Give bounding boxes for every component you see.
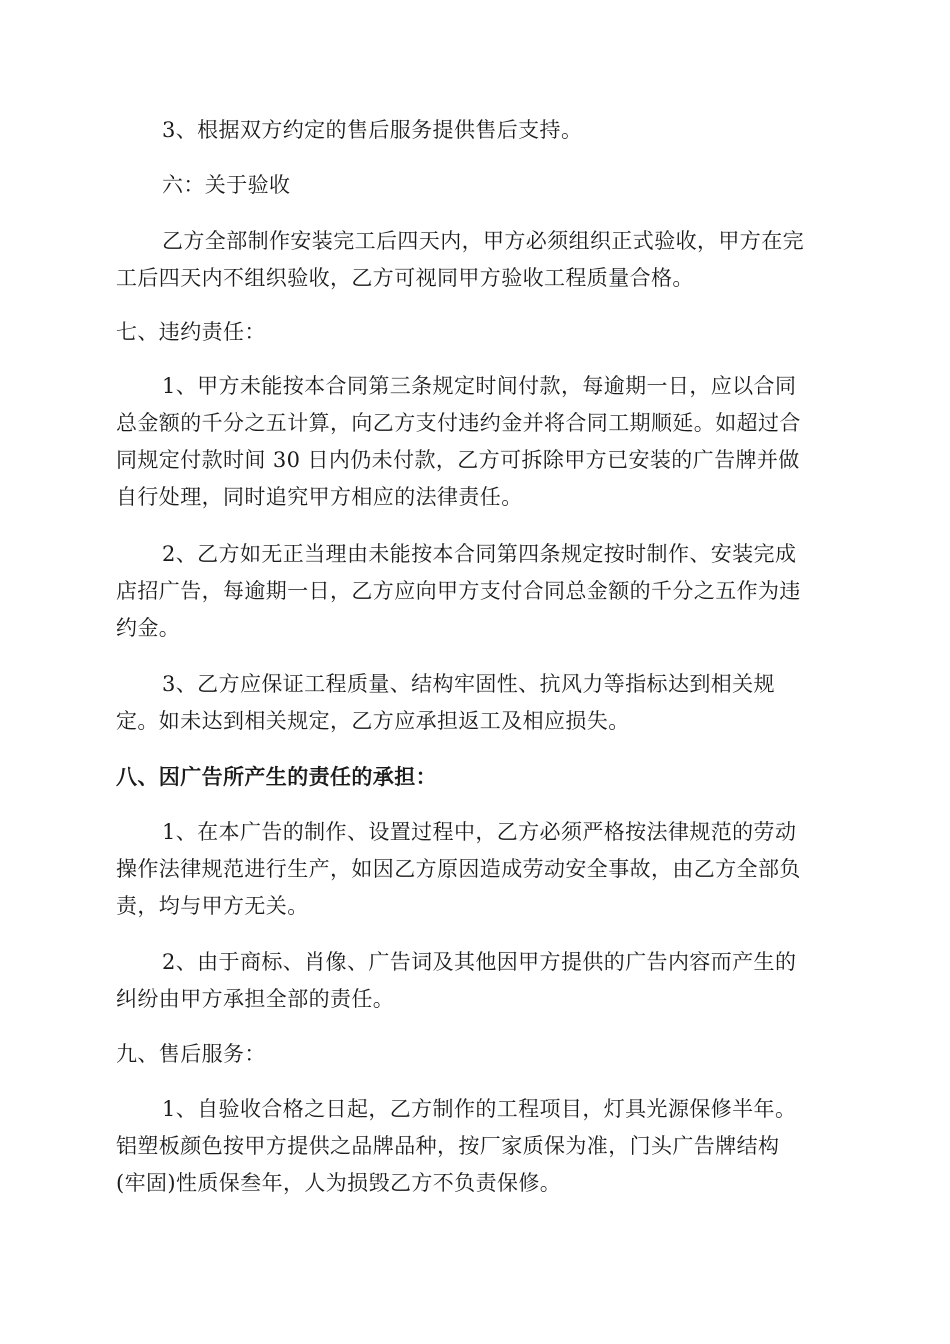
section-6-heading: 六：关于验收 [162,173,291,197]
section-7-item-1-line-1: 1、甲方未能按本合同第三条规定时间付款，每逾期一日，应以合同 [162,374,797,398]
section-7-item-3-line-2: 定。如未达到相关规定，乙方应承担返工及相应损失。 [116,709,630,733]
section-9-item-1-line-3: (牢固)性质保叁年，人为损毁乙方不负责保修。 [116,1171,562,1195]
section-7-item-2-line-1: 2、乙方如无正当理由未能按本合同第四条规定按时制作、安装完成 [162,542,797,566]
section-7-heading: 七、违约责任： [116,320,266,344]
section-9-item-1-line-1: 1、自验收合格之日起，乙方制作的工程项目，灯具光源保修半年。 [162,1097,797,1121]
section-7-item-3-line-1: 3、乙方应保证工程质量、结构牢固性、抗风力等指标达到相关规 [162,672,775,696]
section-7-item-1-line-3: 同规定付款时间 30 日内仍未付款，乙方可拆除甲方已安装的广告牌并做 [116,448,800,472]
section-7-item-1-line-2: 总金额的千分之五计算，向乙方支付违约金并将合同工期顺延。如超过合 [116,411,801,435]
section-8-item-1-line-3: 责，均与甲方无关。 [116,894,309,918]
section-9-item-1-line-2: 铝塑板颜色按甲方提供之品牌品种，按厂家质保为准，门头广告牌结构 [116,1134,780,1158]
section-7-item-2-line-3: 约金。 [116,616,181,640]
section-8-item-2-line-2: 纠纷由甲方承担全部的责任。 [116,987,395,1011]
section-8-heading: 八、因广告所产生的责任的承担： [116,764,437,789]
section-8-item-2-line-1: 2、由于商标、肖像、广告词及其他因甲方提供的广告内容而产生的 [162,950,797,974]
section-9-heading: 九、售后服务： [116,1042,266,1066]
section-7-item-1-line-4: 自行处理，同时追究甲方相应的法律责任。 [116,485,523,509]
section-6-body-line-1: 乙方全部制作安装完工后四天内，甲方必须组织正式验收，甲方在完 [162,229,804,253]
section-6-body-line-2: 工后四天内不组织验收，乙方可视同甲方验收工程质量合格。 [116,266,694,290]
section-8-item-1-line-1: 1、在本广告的制作、设置过程中，乙方必须严格按法律规范的劳动 [162,820,797,844]
section-8-item-1-line-2: 操作法律规范进行生产，如因乙方原因造成劳动安全事故，由乙方全部负 [116,857,801,881]
clause-5-item-3: 3、根据双方约定的售后服务提供售后支持。 [162,118,583,142]
section-7-item-2-line-2: 店招广告，每逾期一日，乙方应向甲方支付合同总金额的千分之五作为违 [116,579,801,603]
